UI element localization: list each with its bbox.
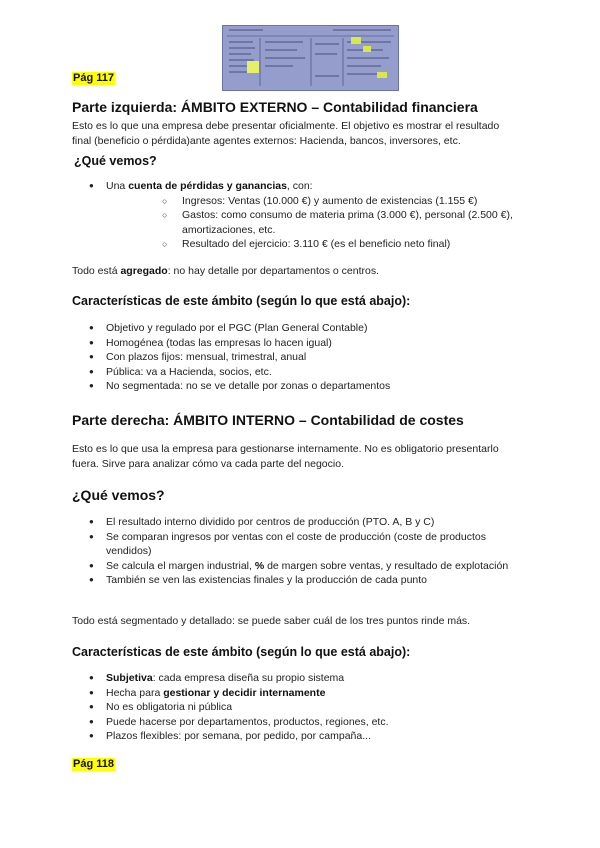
list-item: ● También se ven las existencias finales y la producción de cada punto <box>72 573 532 588</box>
list-item: ● Se comparan ingresos por ventas con el coste de producción (coste de productos vendidos) <box>72 530 532 559</box>
page-reference-tag: Pág 117 <box>73 72 114 84</box>
section-external-que-vemos-heading: ¿Qué vemos? <box>74 154 157 168</box>
section-internal-title: Parte derecha: ÁMBITO INTERNO – Contabilidad de costes <box>72 412 464 428</box>
intro-line: Esto es lo que una empresa debe presentar oficialmente. El objetivo es mostrar el resultado <box>72 120 500 132</box>
list-item: ● Homogénea (todas las empresas lo hacen igual) <box>72 336 532 351</box>
agregado-paragraph: Todo está agregado: no hay detalle por departamentos o centros. <box>72 265 380 277</box>
section-external-characteristics <box>72 321 532 394</box>
list-item: ● Puede hacerse por departamentos, productos, regiones, etc. <box>72 715 532 730</box>
list-item: ● Se calcula el margen industrial, % de margen sobre ventas, y resultado de explotación <box>72 559 532 574</box>
sub-list-item: ○ Gastos: como consumo de materia prima (3.000 €), personal (2.500 €), amortizaciones, etc. <box>106 208 532 237</box>
textbook-figure-thumbnail <box>222 25 399 91</box>
list-item: ● No es obligatoria ni pública <box>72 700 532 715</box>
list-item: ● Hecha para gestionar y decidir internamente <box>72 686 532 701</box>
list-item: ● No segmentada: no se ve detalle por zonas o departamentos <box>72 379 532 394</box>
list-item: ● Una cuenta de pérdidas y ganancias, con: ○ Ingresos: Ventas (10.000 €) y aumento de existencias (1.155 €) ○ Gastos: como consumo de materia prima (3.000 €), personal (2.500 €), amortizaciones, etc. ○ Resultado del ejercicio: 3.110 € (es el beneficio neto final) <box>72 179 532 252</box>
section-internal-bullets <box>72 515 532 588</box>
sub-bullet-list <box>106 194 532 252</box>
list-item: ● Subjetiva: cada empresa diseña su propio sistema <box>72 671 532 686</box>
segmentado-paragraph: Todo está segmentado y detallado: se puede saber cuál de los tres puntos rinde más. <box>72 615 471 627</box>
section-internal-characteristics <box>72 671 532 744</box>
section-internal-que-vemos-heading: ¿Qué vemos? <box>72 487 165 503</box>
section-external-bullets <box>72 179 532 252</box>
section-external-title: Parte izquierda: ÁMBITO EXTERNO – Contabilidad financiera <box>72 99 478 115</box>
section-internal-intro <box>72 442 532 472</box>
list-item: ● El resultado interno dividido por centros de producción (PTO. A, B y C) <box>72 515 532 530</box>
section-internal-characteristics-heading: Características de este ámbito (según lo que está abajo): <box>72 645 411 659</box>
intro-line: final (beneficio o pérdida)ante agentes externos: Hacienda, bancos, inversores, etc. <box>72 135 461 147</box>
page-reference-tag: Pág 118 <box>73 758 114 770</box>
list-item: ● Plazos flexibles: por semana, por pedido, por campaña... <box>72 729 532 744</box>
intro-line: fuera. Sirve para analizar cómo va cada parte del negocio. <box>72 458 344 470</box>
section-external-characteristics-heading: Características de este ámbito (según lo que está abajo): <box>72 294 411 308</box>
section-external-intro <box>72 119 532 149</box>
intro-line: Esto es lo que usa la empresa para gestionarse internamente. No es obligatorio presentarlo <box>72 443 499 455</box>
list-item: ● Con plazos fijos: mensual, trimestral, anual <box>72 350 532 365</box>
sub-list-item: ○ Resultado del ejercicio: 3.110 € (es el beneficio neto final) <box>106 237 532 252</box>
sub-list-item: ○ Ingresos: Ventas (10.000 €) y aumento de existencias (1.155 €) <box>106 194 532 209</box>
list-item: ● Pública: va a Hacienda, socios, etc. <box>72 365 532 380</box>
list-item: ● Objetivo y regulado por el PGC (Plan General Contable) <box>72 321 532 336</box>
